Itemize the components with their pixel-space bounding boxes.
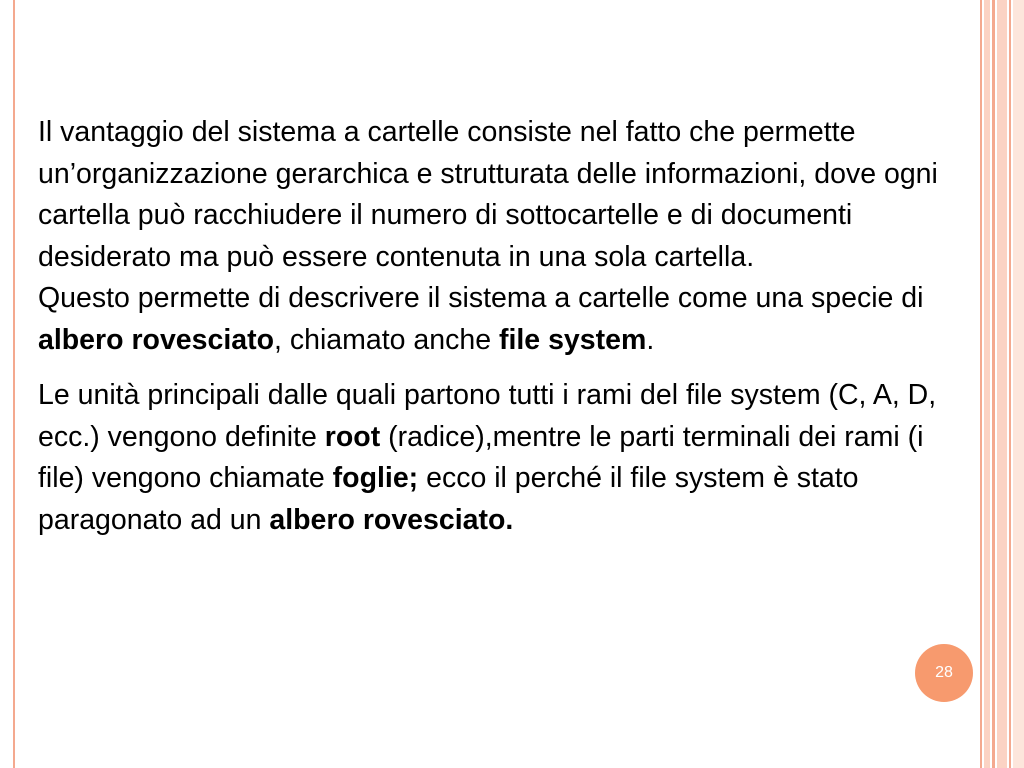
paragraph-3 xyxy=(38,375,963,541)
stripe xyxy=(1009,0,1011,768)
stripe xyxy=(992,0,995,768)
stripe xyxy=(984,0,990,768)
page-number: 28 xyxy=(935,664,953,681)
left-border-line xyxy=(13,0,15,768)
paragraph-3-text: Le unità principali dalle quali partono tutti i rami del file system (C, A, D, ecc.) vengono definite xyxy=(38,379,937,453)
paragraph-3-text: ecco il perché il file system è stato paragonato ad un xyxy=(38,462,859,536)
slide-body xyxy=(38,112,963,541)
stripe xyxy=(980,0,982,768)
paragraph-2-text: , chiamato anche xyxy=(274,323,499,356)
bold-term: foglie; xyxy=(332,462,419,494)
bold-term: file system xyxy=(498,323,647,356)
page-number-badge xyxy=(915,644,973,702)
paragraph-2-text: Questo permette di descrivere il sistema a cartelle come una specie di xyxy=(38,282,924,314)
paragraph-3-text: (radice),mentre le parti terminali dei rami (i file) vengono chiamate xyxy=(38,420,924,494)
bold-term: root xyxy=(324,420,381,453)
paragraph-1 xyxy=(38,112,963,278)
paragraph-2 xyxy=(38,278,963,361)
paragraph-2-text: . xyxy=(646,323,655,356)
paragraph-1-text: Il vantaggio del sistema a cartelle consiste nel fatto che permette un’organizzazione gerarchica e strutturata delle informazioni, dove ogni cartella può racchiudere il numero di sottocartelle e di documenti desiderato ma può essere contenuta in una sola cartella. xyxy=(38,116,938,273)
stripe xyxy=(1013,0,1024,768)
bold-term: albero rovesciato. xyxy=(269,503,514,536)
right-decorative-band xyxy=(980,0,1024,768)
bold-term: albero rovesciato xyxy=(38,323,275,356)
stripe xyxy=(997,0,1007,768)
